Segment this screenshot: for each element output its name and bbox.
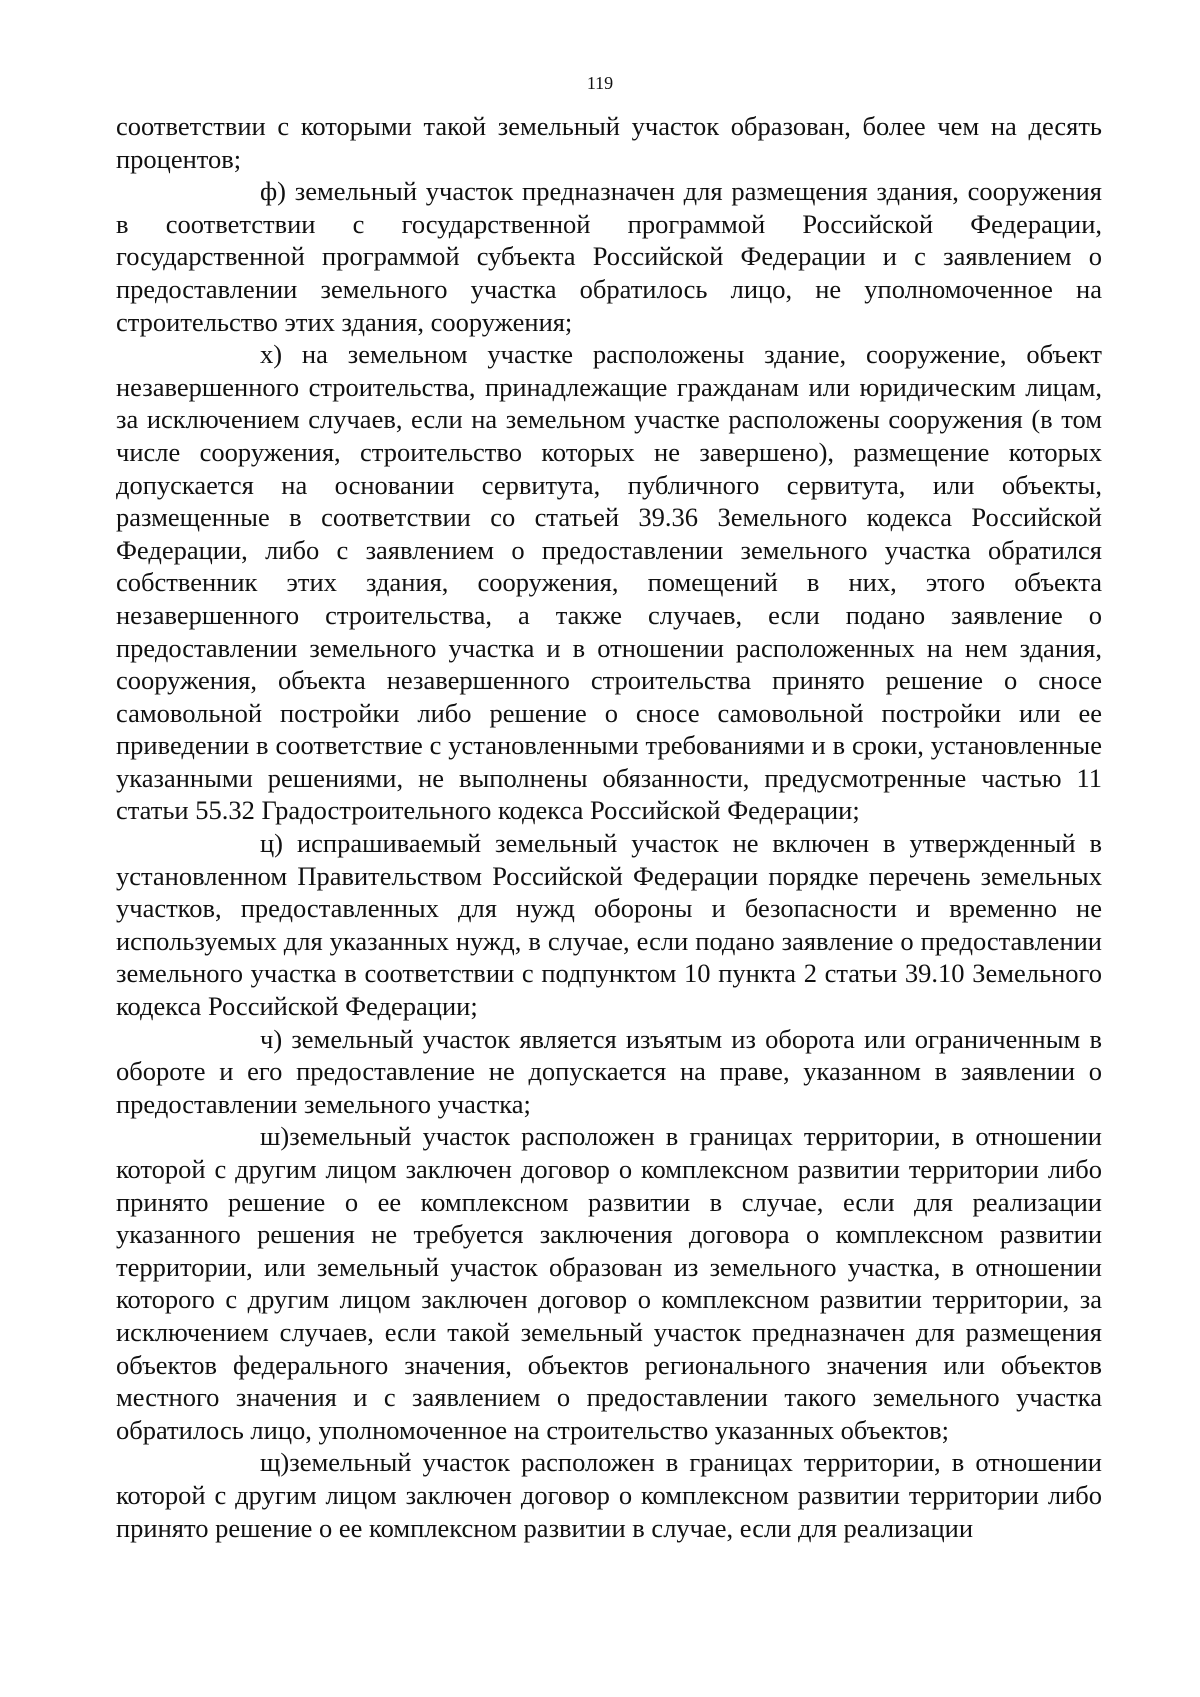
paragraph-text: соответствии с которыми такой земельный участок образован, более чем на десять процентов; (116, 111, 1102, 174)
item-marker: ш) (260, 1121, 290, 1152)
paragraph-text: на земельном участке расположены здание, сооружение, объект незавершенного строительства, принадлежащие гражданам или юридическим лицам, за исключением случаев, если на земельном участке расположены сооружения (в том числе сооружения, строительство которых не завершено), размещение которых допускается на основании сервитута, публичного сервитута, или объекты, размещенные в соответствии со статьей 39.36 Земельного кодекса Российской Федерации, либо с заявлением о предоставлении земельного участка обратился собственник этих здания, сооружения, помещений в них, этого объекта незавершенного строительства, а также случаев, если подано заявление о предоставлении земельного участка и в отношении расположенных на нем здания, сооружения, объекта незавершенного строительства принято решение о сносе самовольной постройки либо решение о сносе самовольной постройки или ее приведении в соответствие с установленными требованиями и в сроки, установленные указанными решениями, не выполнены обязанности, предусмотренные частью 11 статьи 55.32 Градостроительного кодекса Российской Федерации; (116, 339, 1102, 826)
paragraph-item-ch (116, 1023, 1102, 1121)
item-marker: щ) (260, 1447, 290, 1478)
paragraph-item-ts (116, 827, 1102, 1023)
paragraph-item-sh (116, 1120, 1102, 1446)
paragraph-item-f (116, 175, 1102, 338)
item-marker: ц) (260, 828, 284, 859)
paragraph-item-kh (116, 338, 1102, 827)
paragraph-text: земельный участок предназначен для размещения здания, сооружения в соответствии с государственной программой Российской Федерации, государственной программой субъекта Российской Федерации и с заявлением о предоставлении земельного участка обратилось лицо, не уполномоченное на строительство этих здания, сооружения; (116, 176, 1102, 337)
paragraph-text: земельный участок расположен в границах территории, в отношении которой с другим лицом заключен договор о комплексном развитии территории либо принято решение о ее комплексном развитии в случае, если для реализации указанного решения не требуется заключения договора о комплексном развитии территории, или земельный участок образован из земельного участка, в отношении которого с другим лицом заключен договор о комплексном развитии территории, за исключением случаев, если такой земельный участок предназначен для размещения объектов федерального значения, объектов регионального значения или объектов местного значения и с заявлением о предоставлении такого земельного участка обратилось лицо, уполномоченное на строительство указанных объектов; (116, 1121, 1102, 1445)
paragraph-continuation (116, 110, 1102, 175)
paragraph-text: земельный участок является изъятым из оборота или ограниченным в обороте и его предоставление не допускается на праве, указанном в заявлении о предоставлении земельного участка; (116, 1023, 1102, 1119)
item-marker: ф) (260, 176, 286, 207)
paragraph-item-shch (116, 1446, 1102, 1544)
item-marker: х) (260, 339, 283, 370)
paragraph-text: испрашиваемый земельный участок не включен в утвержденный в установленном Правительством Российской Федерации порядке перечень земельных участков, предоставленных для нужд обороны и безопасности и временно не используемых для указанных нужд, в случае, если подано заявление о предоставлении земельного участка в соответствии с подпунктом 10 пункта 2 статьи 39.10 Земельного кодекса Российской Федерации; (116, 828, 1102, 1022)
paragraph-text: земельный участок расположен в границах территории, в отношении которой с другим лицом заключен договор о комплексном развитии территории либо принято решение о ее комплексном развитии в случае, если для реализации (116, 1447, 1102, 1543)
document-body (116, 110, 1102, 1544)
item-marker: ч) (260, 1023, 283, 1054)
page-number: 119 (586, 73, 614, 93)
